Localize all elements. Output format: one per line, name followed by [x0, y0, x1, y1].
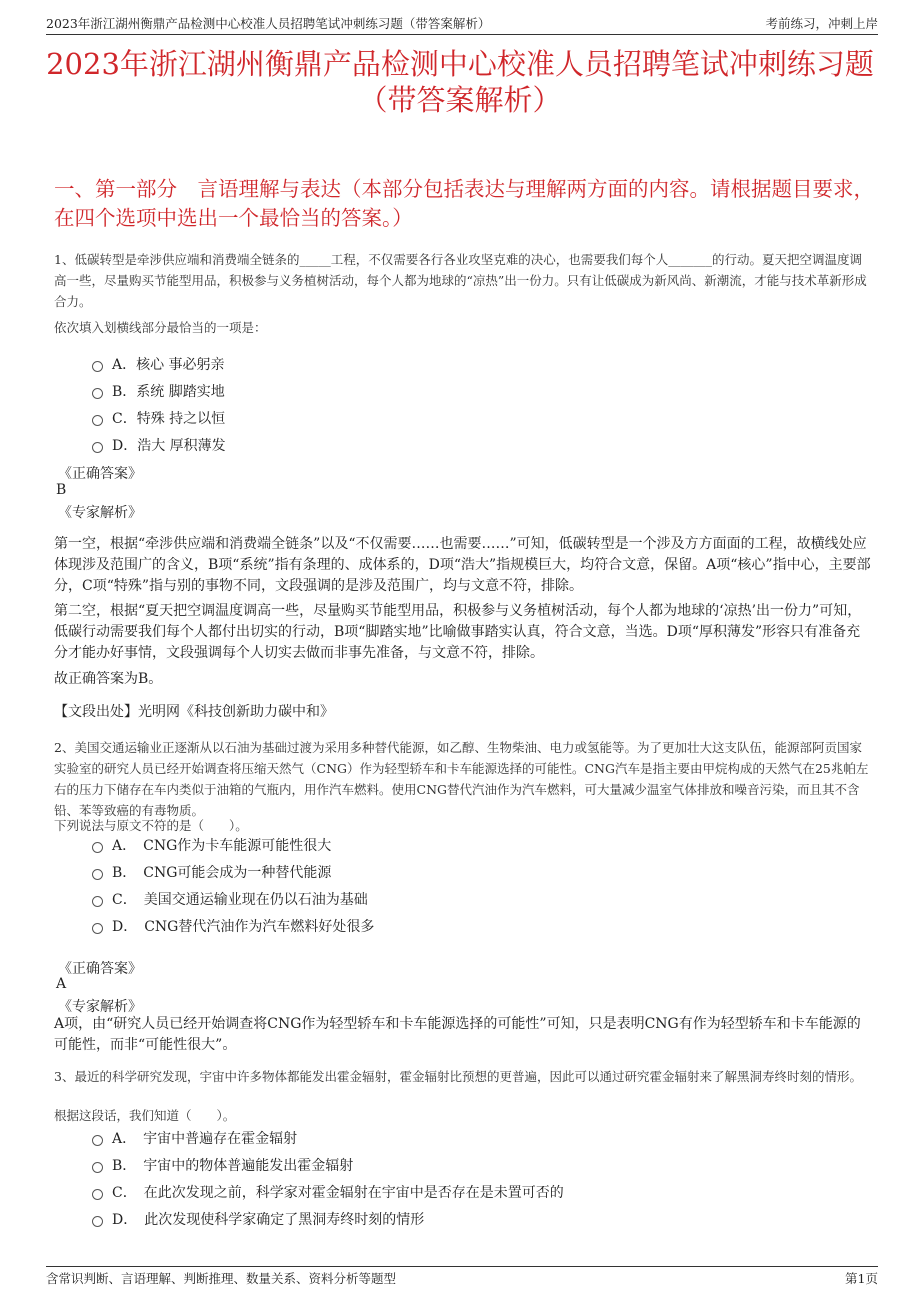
question-2-option-b[interactable]: B． CNG可能会成为一种替代能源 — [92, 858, 374, 885]
question-3-option-a[interactable]: A． 宇宙中普遍存在霍金辐射 — [92, 1124, 564, 1151]
question-1-text: 1、低碳转型是牵涉供应端和消费端全链条的_____工程，不仅需要各行各业攻坚克难的决心，也需要我们每个人_______的行动。夏天把空调温度调高一些，尽量购买节能型用品，积极参与义务植树活动，每个人都为地球的“凉热”出一份力。只有让低碳成为新风尚、新潮流，才能与技术革新形成合力。 — [54, 252, 867, 309]
question-1-option-d[interactable]: D．浩大 厚积薄发 — [92, 431, 226, 458]
radio-icon[interactable] — [92, 842, 103, 853]
header-slogan: 考前练习，冲刺上岸 — [765, 16, 878, 31]
question-2-options — [92, 831, 374, 939]
footer-topics: 含常识判断、言语理解、判断推理、数量关系、资料分析等题型 — [46, 1271, 397, 1286]
page-title: 2023年浙江湖州衡鼎产品检测中心校准人员招聘笔试冲刺练习题（带答案解析） — [46, 47, 874, 117]
page-footer — [46, 1266, 878, 1289]
section-title: 一、第一部分 言语理解与表达（本部分包括表达与理解两方面的内容。请根据题目要求，在四个选项中选出一个最恰当的答案。） — [54, 177, 874, 230]
question-2-prompt: 下列说法与原文不符的是（ ）。 — [54, 818, 248, 833]
radio-icon[interactable] — [92, 869, 103, 880]
question-1-option-a[interactable]: A．核心 事必躬亲 — [92, 350, 226, 377]
question-3-option-b[interactable]: B． 宇宙中的物体普遍能发出霍金辐射 — [92, 1151, 564, 1178]
question-1-expert-label: 《专家解析》 — [58, 505, 142, 521]
question-3-option-d[interactable]: D． 此次发现使科学家确定了黑洞寿终时刻的情形 — [92, 1205, 564, 1232]
question-3-prompt: 根据这段话，我们知道（ ）。 — [54, 1108, 236, 1123]
question-2-text: 2、美国交通运输业正逐渐从以石油为基础过渡为采用多种替代能源，如乙醇、生物柴油、电力或氢能等。为了更加壮大这支队伍，能源部阿贡国家实验室的研究人员已经开始调查将压缩天然气（CNG）作为轻型轿车和卡车能源选择的可能性。CNG汽车是指主要由甲烷构成的天然气在25兆帕左右的压力下储存在车内类似于油箱的气瓶内，用作汽车燃料。使用CNG替代汽油作为汽车燃料，可大量减少温室气体排放和噪音污染，而且其不含铅、苯等致癌的有毒物质。 — [54, 740, 869, 818]
question-1-analysis-2: 第二空，根据“夏天把空调温度调高一些，尽量购买节能型用品，积极参与义务植树活动，每个人都为地球的‘凉热’出一份力”可知，低碳行动需要我们每个人都付出切实的行动，B项“脚踏实地”比喻做事踏实认真，符合文意，当选。D项“厚积薄发”形容只有准备充分才能办好事情，文段强调每个人切实去做而非事先准备，与文意不符，排除。 — [54, 603, 862, 661]
question-2-option-d[interactable]: D． CNG替代汽油作为汽车燃料好处很多 — [92, 912, 374, 939]
question-2-option-c[interactable]: C． 美国交通运输业现在仍以石油为基础 — [92, 885, 374, 912]
question-2-expert-label: 《专家解析》 — [58, 999, 142, 1015]
radio-icon[interactable] — [92, 1216, 103, 1227]
question-1-options — [92, 350, 226, 458]
radio-icon[interactable] — [92, 1135, 103, 1146]
question-1-option-b[interactable]: B．系统 脚踏实地 — [92, 377, 226, 404]
radio-icon[interactable] — [92, 1162, 103, 1173]
radio-icon[interactable] — [92, 388, 103, 399]
question-3-text: 3、最近的科学研究发现，宇宙中许多物体都能发出霍金辐射，霍金辐射比预想的更普遍，因此可以通过研究霍金辐射来了解黑洞寿终时刻的情形。 — [54, 1069, 862, 1084]
page-number: 第1页 — [845, 1271, 878, 1286]
question-1-conclusion: 故正确答案为B。 — [54, 671, 163, 687]
radio-icon[interactable] — [92, 415, 103, 426]
header-doc-title: 2023年浙江湖州衡鼎产品检测中心校准人员招聘笔试冲刺练习题（带答案解析） — [46, 16, 491, 31]
question-3-options — [92, 1124, 564, 1232]
radio-icon[interactable] — [92, 442, 103, 453]
radio-icon[interactable] — [92, 896, 103, 907]
radio-icon[interactable] — [92, 923, 103, 934]
question-2-answer: A — [56, 976, 67, 992]
page-header — [46, 10, 878, 35]
radio-icon[interactable] — [92, 1189, 103, 1200]
question-2-analysis: A项，由“研究人员已经开始调查将CNG作为轻型轿车和卡车能源选择的可能性”可知，只是表明CNG有作为轻型轿车和卡车能源的可能性，而非“可能性很大”。 — [54, 1016, 861, 1053]
question-2-option-a[interactable]: A． CNG作为卡车能源可能性很大 — [92, 831, 374, 858]
question-1-source: 【文段出处】光明网《科技创新助力碳中和》 — [54, 704, 334, 720]
question-3-option-c[interactable]: C． 在此次发现之前，科学家对霍金辐射在宇宙中是否存在是未置可否的 — [92, 1178, 564, 1205]
question-1-option-c[interactable]: C．特殊 持之以恒 — [92, 404, 226, 431]
question-1-prompt: 依次填入划横线部分最恰当的一项是： — [54, 320, 267, 335]
question-1-correct-label: 《正确答案》 — [58, 466, 142, 482]
question-2-correct-label: 《正确答案》 — [58, 961, 142, 977]
question-1-analysis-1: 第一空，根据“牵涉供应端和消费端全链条”以及“不仅需要……也需要……”可知，低碳转型是一个涉及方方面面的工程，故横线处应体现涉及范围广的含义，B项“系统”指有条理的、成体系的，D项“浩大”指规模巨大，均符合文意，保留。A项“核心”指中心，主要部分，C项“特殊”指与别的事物不同，文段强调的是涉及范围广，均与文意不符，排除。 — [54, 536, 871, 594]
radio-icon[interactable] — [92, 361, 103, 372]
question-1-answer: B — [56, 482, 67, 498]
